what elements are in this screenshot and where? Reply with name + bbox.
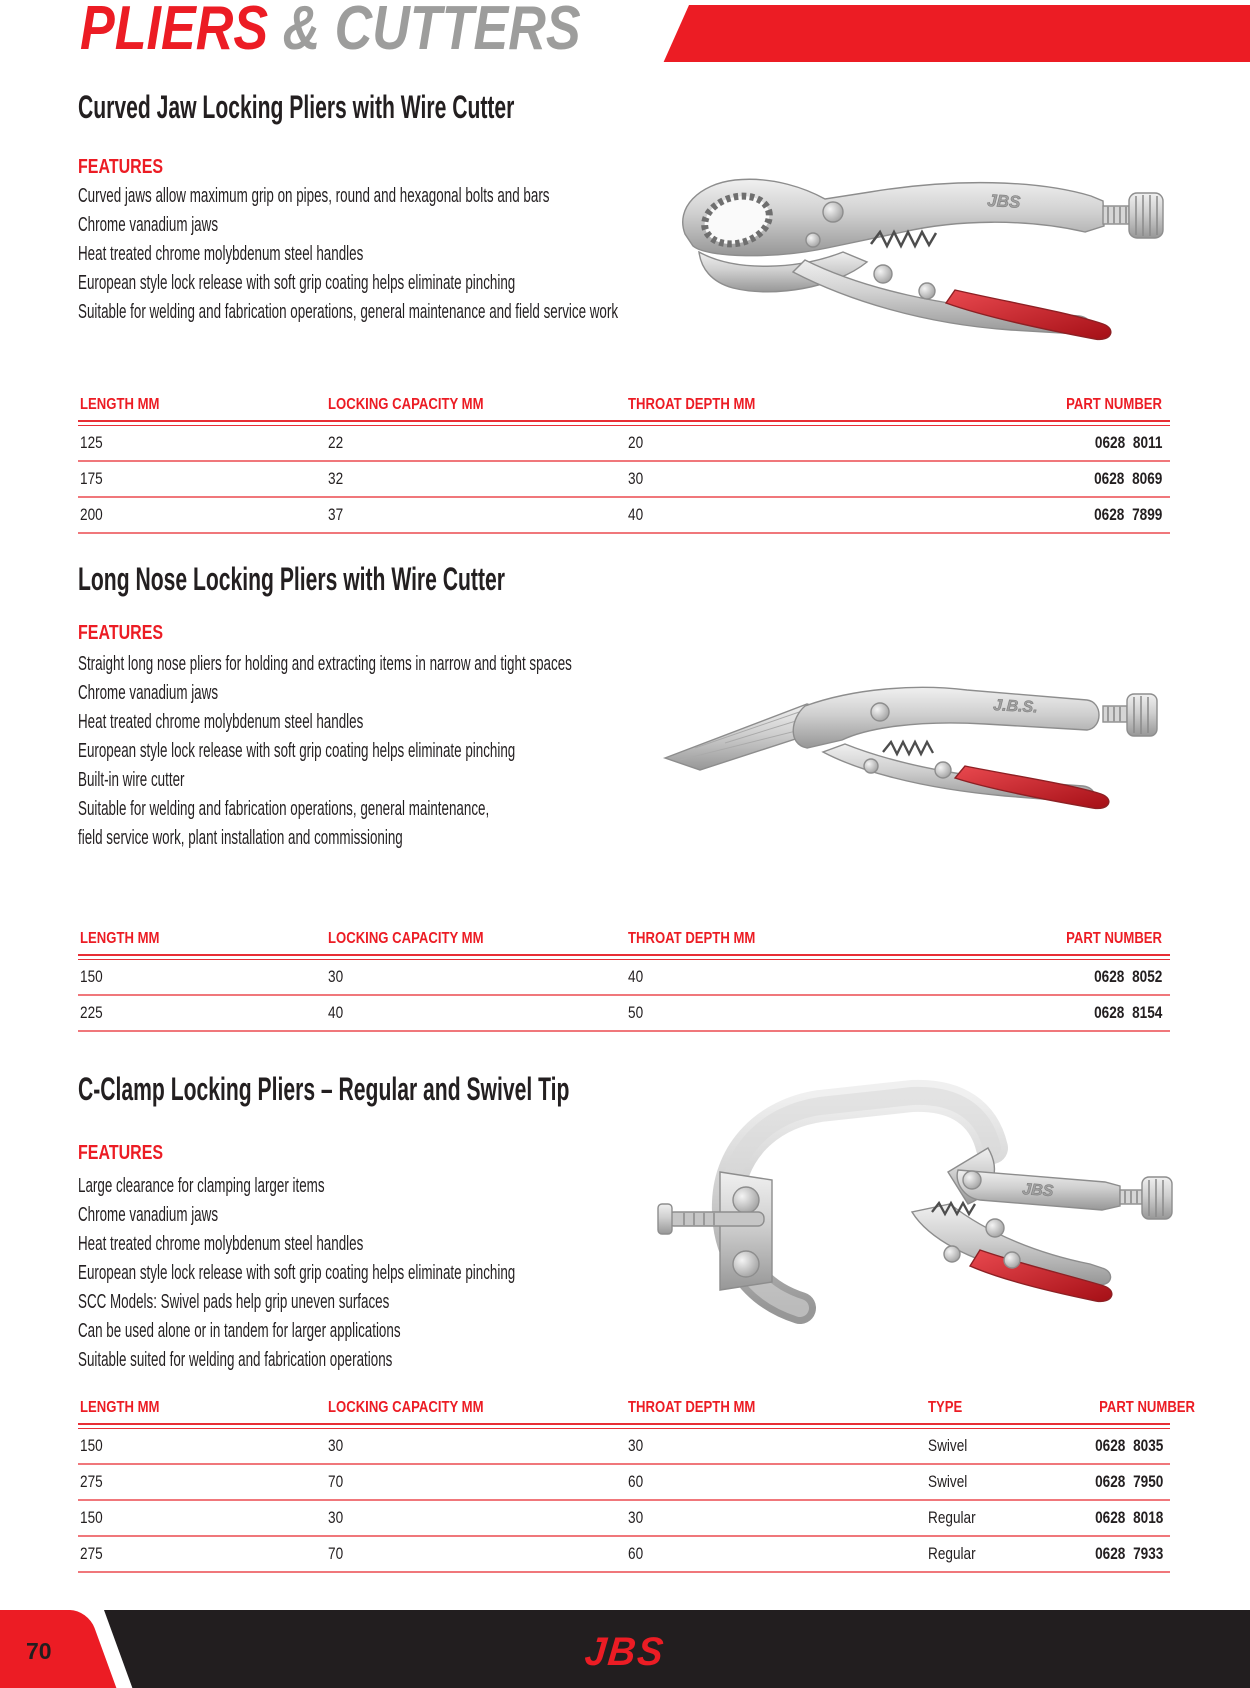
col-header-locking-capacity: LOCKING CAPACITY MM [328, 930, 484, 947]
col-header-part-number: PART NUMBER [1099, 1399, 1196, 1416]
brand-stamp: JBS [1021, 1181, 1054, 1201]
table-row: 275 70 60 Swivel 0628 7950 [78, 1465, 1170, 1501]
table-header-row [78, 930, 1170, 954]
col-header-type: TYPE [928, 1399, 963, 1416]
c-clamp-spec-table [78, 1399, 1196, 1573]
page-title-gray [268, 0, 282, 63]
curved-jaw-pliers-photo [655, 142, 1175, 352]
feature-item: Chrome vanadium jaws [78, 214, 219, 236]
col-header-part-number: PART NUMBER [1066, 396, 1162, 413]
features-heading: FEATURES [78, 1142, 164, 1164]
col-header-throat-depth: THROAT DEPTH MM [628, 930, 756, 947]
curved-jaw-spec-table [78, 396, 1170, 534]
col-header-length: LENGTH MM [80, 1399, 160, 1416]
table-row: 275 70 60 Regular 0628 7933 [78, 1537, 1170, 1573]
feature-item: SCC Models: Swivel pads help grip uneven surfaces [78, 1291, 390, 1313]
col-header-locking-capacity: LOCKING CAPACITY MM [328, 396, 484, 413]
feature-item: Chrome vanadium jaws [78, 682, 219, 704]
table-row: 150 30 30 Regular 0628 8018 [78, 1501, 1170, 1537]
page-number: 70 [26, 1638, 52, 1664]
feature-item: Can be used alone or in tandem for larger applications [78, 1320, 401, 1342]
brand-logo: JBS [582, 1630, 668, 1674]
features-list [78, 1172, 731, 1375]
long-nose-pliers-photo [655, 648, 1175, 816]
feature-item: European style lock release with soft grip coating helps eliminate pinching [78, 272, 516, 294]
feature-item: Built-in wire cutter [78, 769, 185, 791]
features-heading: FEATURES [78, 156, 164, 178]
feature-item: European style lock release with soft grip coating helps eliminate pinching [78, 1262, 516, 1284]
section-title-long-nose: Long Nose Locking Pliers with Wire Cutter [78, 561, 505, 597]
header-red-stripe [664, 5, 1250, 62]
col-header-part-number: PART NUMBER [1066, 930, 1162, 947]
table-row: 125 22 20 0628 8011 [78, 426, 1170, 462]
col-header-length: LENGTH MM [80, 396, 160, 413]
features-heading: FEATURES [78, 622, 164, 644]
c-clamp-pliers-photo [650, 1052, 1175, 1342]
table-row: 225 40 50 0628 8154 [78, 996, 1170, 1032]
page-title-red: PLIERS [80, 0, 269, 63]
brand-stamp: J.B.S. [992, 697, 1039, 717]
feature-item: Straight long nose pliers for holding and extracting items in narrow and tight spaces [78, 653, 572, 675]
feature-item: Suitable for welding and fabrication operations, general maintenance, [78, 798, 490, 820]
section-title-curved-jaw: Curved Jaw Locking Pliers with Wire Cutter [78, 89, 515, 125]
table-header-row [78, 1399, 1196, 1423]
table-row: 150 30 30 Swivel 0628 8035 [78, 1429, 1170, 1465]
col-header-locking-capacity: LOCKING CAPACITY MM [328, 1399, 484, 1416]
feature-item: field service work, plant installation and commissioning [78, 827, 403, 849]
feature-item: Suitable for welding and fabrication operations, general maintenance and field service work [78, 301, 619, 323]
col-header-throat-depth: THROAT DEPTH MM [628, 1399, 756, 1416]
feature-item: Curved jaws allow maximum grip on pipes, round and hexagonal bolts and bars [78, 185, 550, 207]
table-header-row [78, 396, 1170, 420]
col-header-length: LENGTH MM [80, 930, 160, 947]
feature-item: Heat treated chrome molybdenum steel handles [78, 711, 364, 733]
feature-item: Suitable suited for welding and fabrication operations [78, 1349, 393, 1371]
table-row: 150 30 40 0628 8052 [78, 960, 1170, 996]
table-row: 200 37 40 0628 7899 [78, 498, 1170, 534]
page-title [80, 0, 676, 62]
feature-item: European style lock release with soft grip coating helps eliminate pinching [78, 740, 516, 762]
feature-item: Heat treated chrome molybdenum steel handles [78, 243, 364, 265]
page-title-gray-text: & CUTTERS [282, 0, 581, 63]
long-nose-spec-table [78, 930, 1170, 1032]
table-row: 175 32 30 0628 8069 [78, 462, 1170, 498]
feature-item: Chrome vanadium jaws [78, 1204, 219, 1226]
feature-item: Heat treated chrome molybdenum steel handles [78, 1233, 364, 1255]
col-header-throat-depth: THROAT DEPTH MM [628, 396, 756, 413]
section-title-c-clamp: C-Clamp Locking Pliers – Regular and Swivel Tip [78, 1071, 570, 1107]
brand-stamp: JBS [986, 191, 1021, 212]
feature-item: Large clearance for clamping larger items [78, 1175, 325, 1197]
